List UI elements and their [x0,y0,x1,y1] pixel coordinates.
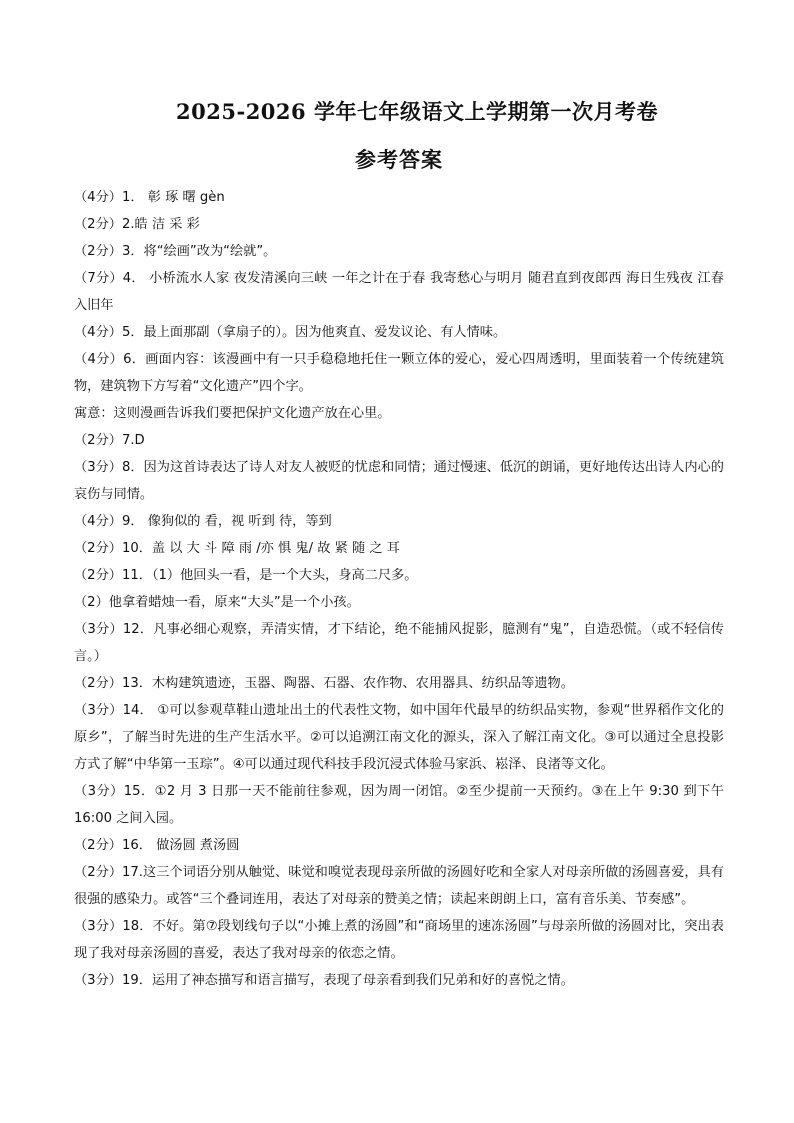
answer-item-8 [74,454,724,508]
answer-text: （2分）16． 做汤圆 煮汤圆 [74,838,240,853]
answer-item-11 [74,562,724,589]
answer-item-6-meaning [74,400,724,427]
answer-text: （3分）19．运用了神态描写和语言描写，表现了母亲看到我们兄弟和好的喜悦之情。 [74,973,574,988]
answer-text: （3分）15．①2 月 3 日那一天不能前往参观，因为周一闭馆。②至少提前一天预约。③在上午 9:30 到下午 16:00 之间入园。 [74,784,724,826]
answer-item-19 [74,967,724,994]
answer-text: （3分）8．因为这首诗表达了诗人对友人被贬的忧虑和同情；通过慢速、低沉的朗诵，更好地传达出诗人内心的哀伤与同情。 [74,460,724,502]
answer-text: （2分）11．（1）他回头一看，是一个大头，身高二尺多。 [74,568,418,583]
answer-item-18 [74,913,724,967]
answer-text: （3分）14． ①可以参观草鞋山遗址出土的代表性文物，如中国年代最早的纺织品实物，参观“世界稻作文化的原乡”，了解当时先进的生产生活水平。②可以追溯江南文化的源头，深入了解江南文化。③可以通过全息投影方式了解“中华第一玉琮”。④可以通过现代科技手段沉浸式体验马家浜、崧泽、良渚等文化。 [74,703,724,772]
answer-text: （2分）7.D [74,433,145,448]
answer-item-10 [74,535,724,562]
answer-text: （2）他拿着蜡烛一看，原来“大头”是一个小孩。 [74,595,360,610]
answer-item-13 [74,670,724,697]
answer-text: 寓意：这则漫画告诉我们要把保护文化遗产放在心里。 [74,406,391,421]
answer-item-11-part2 [74,589,724,616]
answer-text: （4分）5．最上面那副（拿扇子的）。因为他爽直、爱发议论、有人情味。 [74,325,507,340]
answer-item-14 [74,697,724,778]
answer-item-1 [74,184,724,211]
answer-text: （3分）12．凡事必细心观察，弄清实情，才下结论，绝不能捕风捉影，臆测有“鬼”，自造恐慌。（或不轻信传言。） [74,622,724,664]
answer-text: （4分）9． 像狗似的 看，视 听到 待，等到 [74,514,332,529]
answer-item-9 [74,508,724,535]
answer-item-15 [74,778,724,832]
answer-item-3 [74,238,724,265]
answer-item-12 [74,616,724,670]
answer-text: （2分）17.这三个词语分别从触觉、味觉和嗅觉表现母亲所做的汤圆好吃和全家人对母亲所做的汤圆喜爱，具有很强的感染力。或答“三个叠词连用，表达了对母亲的赞美之情；读起来朗朗上口，富有音乐美、节奏感”。 [74,865,724,907]
answer-text: （4分）1． 彰 琢 曙 gèn [74,190,225,205]
answer-text: （2分）2.皓 洁 采 彩 [74,217,200,232]
answer-text: （2分）13．木构建筑遗迹，玉器、陶器、石器、农作物、农用器具、纺织品等遗物。 [74,676,574,691]
answer-item-6 [74,346,724,400]
answer-item-2 [74,211,724,238]
answer-item-5 [74,319,724,346]
page-subtitle: 参考答案 [355,148,443,172]
answer-item-17 [74,859,724,913]
answer-text: （4分）6．画面内容：该漫画中有一只手稳稳地托住一颗立体的爱心，爱心四周透明，里面装着一个传统建筑物，建筑物下方写着“文化遗产”四个字。 [74,352,724,394]
page-title: 2025-2026 学年七年级语文上学期第一次月考卷 [176,99,658,124]
answer-text: （2分）10．盖 以 大 斗 障 雨 /亦 惧 鬼/ 故 紧 随 之 耳 [74,541,400,556]
answer-item-16 [74,832,724,859]
answer-item-7 [74,427,724,454]
answer-text: （3分）18．不好。第⑦段划线句子以“小摊上煮的汤圆”和“商场里的速冻汤圆”与母亲所做的汤圆对比，突出表现了我对母亲汤圆的喜爱，表达了我对母亲的依恋之情。 [74,919,724,961]
answer-list [74,184,724,994]
answer-text: （7分）4． 小桥流水人家 夜发清溪向三峡 一年之计在于春 我寄愁心与明月 随君直到夜郎西 海日生残夜 江春入旧年 [74,271,724,313]
answer-item-4 [74,265,724,319]
answer-text: （2分）3．将“绘画”改为“绘就”。 [74,244,277,259]
